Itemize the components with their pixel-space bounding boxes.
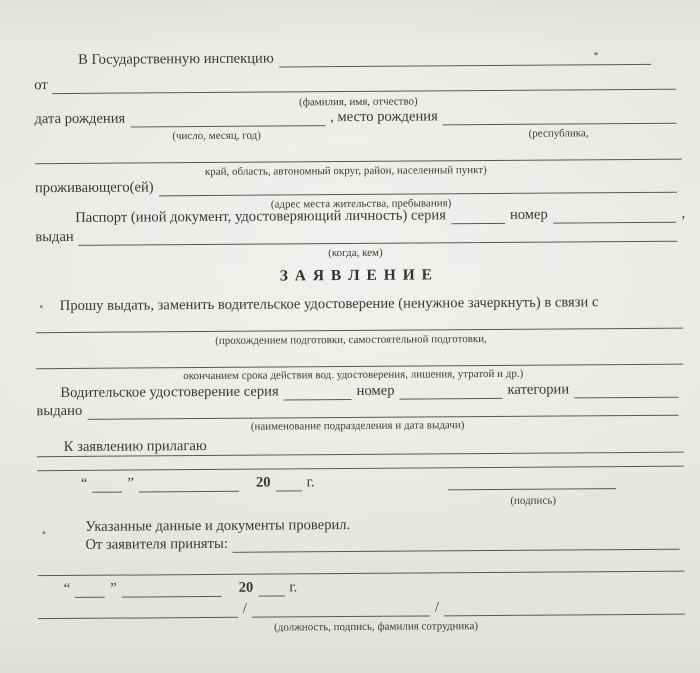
form-title: З А Я В Л Е Н И Е: [279, 266, 434, 285]
passport-issued-hint: (когда, кем): [328, 246, 383, 260]
license-label: Водительское удостоверение серия: [60, 383, 279, 402]
date2-day-blank: [75, 582, 105, 598]
date-signature-spacer: [315, 491, 443, 492]
verified-text: Указанные данные и документы проверил.: [85, 517, 351, 535]
license-issued-hint: (наименование подразделения и дата выдачи): [250, 419, 465, 433]
date-year-blank: [276, 476, 302, 492]
from-label: от: [34, 77, 48, 94]
scan-speck: [594, 52, 598, 55]
passport-issued-row: [35, 225, 682, 247]
date-year-suffix: г.: [306, 474, 315, 491]
date-open-quote: “: [80, 475, 88, 492]
residence-blank: [159, 177, 677, 197]
officer-slash-2: /: [434, 599, 440, 616]
birth-place-blank: [443, 108, 677, 126]
recipient-row: [34, 48, 656, 70]
scan-speck: [42, 531, 45, 534]
passport-number-label: номер: [509, 206, 548, 223]
license-issued-label: выдано: [36, 402, 83, 420]
passport-issued-label: выдан: [35, 228, 74, 246]
date-day-blank: [92, 477, 122, 493]
date-signature-row: [37, 472, 679, 494]
attachments-label: К заявлению прилагаю: [63, 437, 207, 455]
birth-date-blank: [130, 110, 325, 127]
scan-speck: [40, 305, 43, 308]
officer-hint: (должность, подпись, фамилия сотрудника): [274, 620, 479, 634]
license-number-label: номер: [356, 382, 395, 399]
officer-right-blank: [444, 599, 685, 617]
date2-open-quote: “: [63, 580, 71, 598]
date2-year-blank: [258, 581, 284, 597]
reason-hint-line2: окончанием срока действия вод. удостоверения, лишения, утратой и др.): [183, 367, 524, 383]
passport-comma: ,: [681, 205, 686, 222]
accepted-label: От заявителя приняты:: [85, 535, 228, 553]
fio-hint: (фамилия, имя, отчество): [298, 95, 418, 109]
attachments-blank-2: [37, 456, 684, 472]
request-text: Прошу выдать, заменить водительское удостоверение (ненужное зачеркнуть) в связи с: [59, 294, 599, 315]
license-issued-row: [36, 399, 683, 421]
passport-issued-blank: [79, 226, 678, 246]
region-hint-line1: (республика,: [528, 127, 589, 140]
from-row: [34, 73, 681, 95]
birth-date-hint: (число, месяц, год): [172, 129, 261, 143]
date2-year-prefix: 20: [238, 579, 254, 596]
region-blank: [35, 146, 682, 165]
accepted-blank: [233, 534, 680, 553]
residence-row: [35, 176, 682, 198]
passport-label: Паспорт (иной документ, удостоверяющий личность) серия: [75, 207, 446, 226]
address-hint: (адрес места жительства, пребывания): [270, 197, 452, 211]
license-number-blank: [399, 383, 502, 400]
birth-date-label: дата рождения: [34, 110, 126, 128]
reason-row-2: [36, 352, 683, 370]
region-hint-line2: край, область, автономный округ, район, населенный пункт): [204, 164, 487, 179]
attachments-row: [37, 432, 684, 458]
accepted-blank-2: [38, 560, 685, 577]
license-issued-blank: [87, 400, 678, 420]
officer-left-blank: [38, 602, 238, 619]
accepted-row-2: [38, 560, 685, 577]
date-close-quote: ”: [127, 475, 135, 492]
region-row: [35, 146, 682, 165]
signature-blank: [448, 473, 616, 490]
officer-slash-1: /: [242, 600, 248, 617]
request-row: [36, 294, 678, 316]
birth-place-label: , место рождения: [330, 108, 438, 126]
date-month-blank: [139, 476, 239, 493]
reason-blank-2: [36, 352, 683, 370]
date-row-2: [38, 577, 680, 599]
officer-middle-blank: [252, 601, 430, 618]
residence-label: проживающего(ей): [34, 179, 154, 197]
birth-row: [34, 107, 681, 129]
license-category-blank: [574, 382, 678, 399]
accepted-row: [37, 533, 684, 555]
officer-row: [38, 598, 685, 620]
reason-row-1: [36, 316, 683, 334]
date2-close-quote: ”: [110, 580, 117, 597]
from-blank: [53, 74, 677, 94]
passport-number-blank: [553, 207, 677, 224]
passport-series-blank: [451, 208, 505, 224]
passport-row: [35, 206, 685, 228]
attachments-row-2: [37, 456, 684, 472]
license-category-label: категории: [507, 381, 570, 398]
reason-blank-1: [36, 316, 683, 334]
recipient-label: В Государственную инспекцию: [78, 50, 274, 68]
date2-month-blank: [122, 581, 222, 598]
date-year-prefix: 20: [255, 474, 271, 491]
date2-year-suffix: г.: [289, 579, 298, 596]
signature-hint: (подпись): [510, 494, 557, 507]
license-series-blank: [284, 384, 352, 400]
reason-hint-line1: (прохождением подготовки, самостоятельной подготовки,: [215, 333, 487, 347]
